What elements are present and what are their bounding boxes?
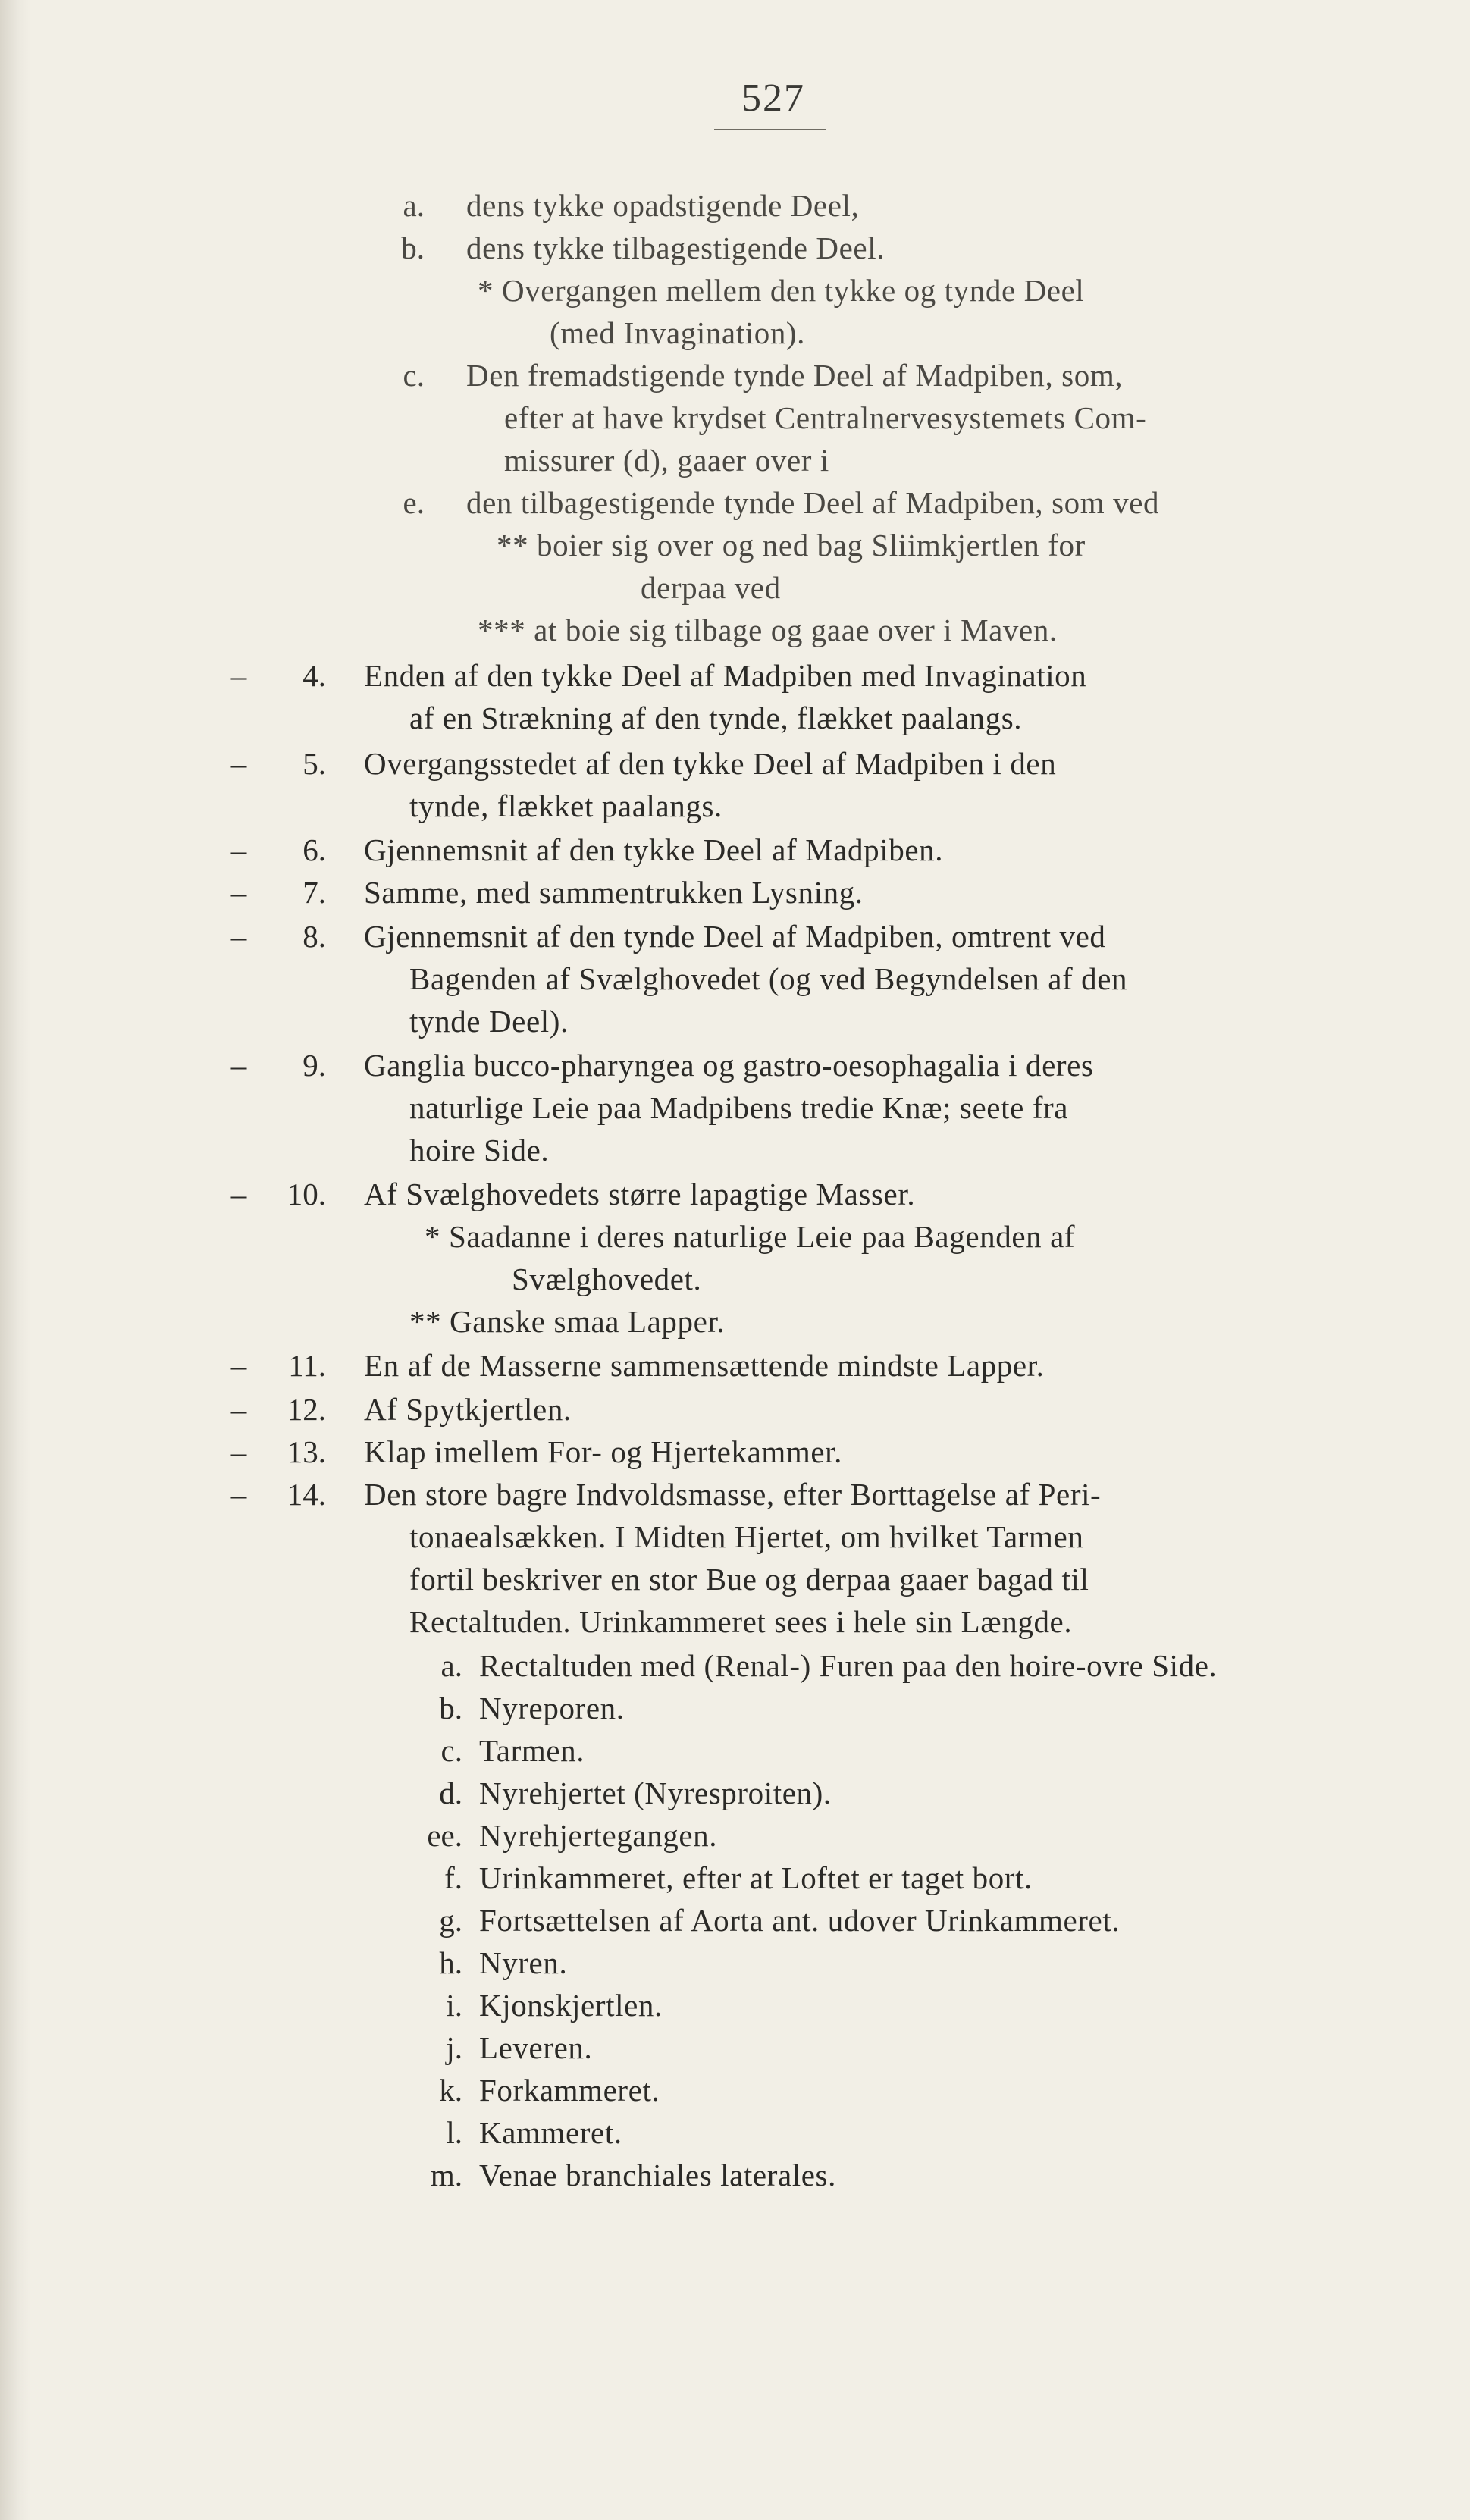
figure-text: tonaealsækken. I Midten Hjertet, om hvilket Tarmen	[409, 1519, 1084, 1554]
entry-letter: e.	[403, 485, 425, 520]
legend-letter: m.	[430, 2158, 462, 2192]
legend-text: Nyrehjertet (Nyresproiten).	[479, 1776, 832, 1810]
figure-dash: –	[230, 658, 247, 693]
figure-dash: –	[230, 1177, 247, 1211]
entry-letter: b.	[401, 230, 425, 265]
figure-text: Gjennemsnit af den tynde Deel af Madpiben, omtrent ved	[364, 919, 1106, 954]
legend-letter: i.	[446, 1988, 462, 2023]
entry-text: dens tykke tilbagestigende Deel.	[466, 230, 885, 265]
figure-dash: –	[230, 1348, 247, 1383]
figure-dash: –	[230, 746, 247, 781]
page-binding-edge	[0, 0, 30, 2520]
figure-dash: –	[230, 1477, 247, 1512]
figure-text: Rectaltuden. Urinkammeret sees i hele sin Længde.	[409, 1604, 1073, 1639]
figure-dash: –	[230, 875, 247, 910]
figure-text: af en Strækning af den tynde, flækket paalangs.	[409, 701, 1023, 735]
figure-number: 14.	[287, 1477, 326, 1512]
legend-text: Rectaltuden med (Renal-) Furen paa den hoire-ovre Side.	[479, 1648, 1218, 1683]
figure-text: Klap imellem For- og Hjertekammer.	[364, 1434, 842, 1469]
legend-letter: k.	[439, 2073, 462, 2108]
figure-text: hoire Side.	[409, 1133, 550, 1168]
entry-text: *** at boie sig tilbage og gaae over i Maven.	[478, 613, 1058, 647]
legend-letter: f.	[444, 1860, 462, 1895]
legend-letter: g.	[439, 1903, 462, 1938]
figure-number: 8.	[302, 919, 326, 954]
figure-text: Samme, med sammentrukken Lysning.	[364, 875, 864, 910]
legend-letter: a.	[440, 1648, 462, 1683]
legend-text: Leveren.	[479, 2030, 593, 2065]
legend-text: Nyrehjertegangen.	[479, 1818, 718, 1853]
figure-text: Den store bagre Indvoldsmasse, efter Borttagelse af Peri-	[364, 1477, 1102, 1512]
legend-letter: ee.	[427, 1818, 462, 1853]
legend-text: Venae branchiales laterales.	[479, 2158, 836, 2192]
figure-text: Svælghovedet.	[512, 1262, 702, 1296]
page-number: 527	[741, 77, 805, 120]
figure-dash: –	[230, 832, 247, 867]
legend-text: Nyreporen.	[479, 1691, 625, 1725]
legend-text: Forkammeret.	[479, 2073, 660, 2108]
entry-text: den tilbagestigende tynde Deel af Madpiben, som ved	[466, 485, 1160, 520]
figure-number: 4.	[302, 658, 326, 693]
legend-letter: j.	[446, 2030, 462, 2065]
legend-text: Urinkammeret, efter at Loftet er taget bort.	[479, 1860, 1033, 1895]
figure-text: ** Ganske smaa Lapper.	[409, 1304, 726, 1339]
legend-text: Kammeret.	[479, 2115, 622, 2150]
figure-dash: –	[230, 1048, 247, 1083]
figure-text: tynde Deel).	[409, 1004, 569, 1039]
figure-text: * Saadanne i deres naturlige Leie paa Bagenden af	[425, 1219, 1076, 1254]
figure-number: 9.	[302, 1048, 326, 1083]
entry-text: derpaa ved	[641, 570, 781, 605]
legend-letter: b.	[439, 1691, 462, 1725]
figure-text: naturlige Leie paa Madpibens tredie Knæ; seete fra	[409, 1090, 1069, 1125]
figure-number: 10.	[287, 1177, 326, 1211]
figure-number: 6.	[302, 832, 326, 867]
figure-text: Af Spytkjertlen.	[364, 1392, 572, 1427]
figure-number: 11.	[288, 1348, 326, 1383]
figure-number: 5.	[302, 746, 326, 781]
entry-text: dens tykke opadstigende Deel,	[466, 188, 860, 223]
legend-text: Nyren.	[479, 1945, 568, 1980]
entry-text: Den fremadstigende tynde Deel af Madpiben, som,	[466, 358, 1124, 393]
legend-letter: l.	[446, 2115, 462, 2150]
figure-text: Gjennemsnit af den tykke Deel af Madpiben.	[364, 832, 944, 867]
legend-letter: h.	[439, 1945, 462, 1980]
figure-text: fortil beskriver en stor Bue og derpaa gaaer bagad til	[409, 1562, 1089, 1597]
figure-text: tynde, flækket paalangs.	[409, 788, 722, 823]
figure-text: Bagenden af Svælghovedet (og ved Begyndelsen af den	[409, 961, 1128, 996]
figure-text: Enden af den tykke Deel af Madpiben med Invagination	[364, 658, 1087, 693]
figure-dash: –	[230, 1434, 247, 1469]
figure-text: Ganglia bucco-pharyngea og gastro-oesophagalia i deres	[364, 1048, 1094, 1083]
figure-text: Af Svælghovedets større lapagtige Masser.	[364, 1177, 916, 1211]
figure-number: 13.	[287, 1434, 326, 1469]
legend-letter: d.	[439, 1776, 462, 1810]
page-number-rule	[714, 129, 826, 130]
figure-number: 7.	[302, 875, 326, 910]
figure-number: 12.	[287, 1392, 326, 1427]
figure-text: En af de Masserne sammensættende mindste Lapper.	[364, 1348, 1045, 1383]
entry-text: * Overgangen mellem den tykke og tynde Deel	[478, 273, 1085, 308]
legend-letter: c.	[440, 1733, 462, 1768]
legend-text: Tarmen.	[479, 1733, 585, 1768]
entry-letter: a.	[403, 188, 425, 223]
entry-text: (med Invagination).	[550, 315, 806, 350]
entry-text: efter at have krydset Centralnervesystemets Com-	[504, 400, 1147, 435]
figure-dash: –	[230, 1392, 247, 1427]
entry-letter: c.	[403, 358, 425, 393]
entry-text: missurer (d), gaaer over i	[504, 443, 829, 478]
legend-text: Kjonskjertlen.	[479, 1988, 663, 2023]
figure-text: Overgangsstedet af den tykke Deel af Madpiben i den	[364, 746, 1057, 781]
figure-dash: –	[230, 919, 247, 954]
legend-text: Fortsættelsen af Aorta ant. udover Urinkammeret.	[479, 1903, 1121, 1938]
entry-text: ** boier sig over og ned bag Sliimkjertlen for	[497, 528, 1086, 563]
